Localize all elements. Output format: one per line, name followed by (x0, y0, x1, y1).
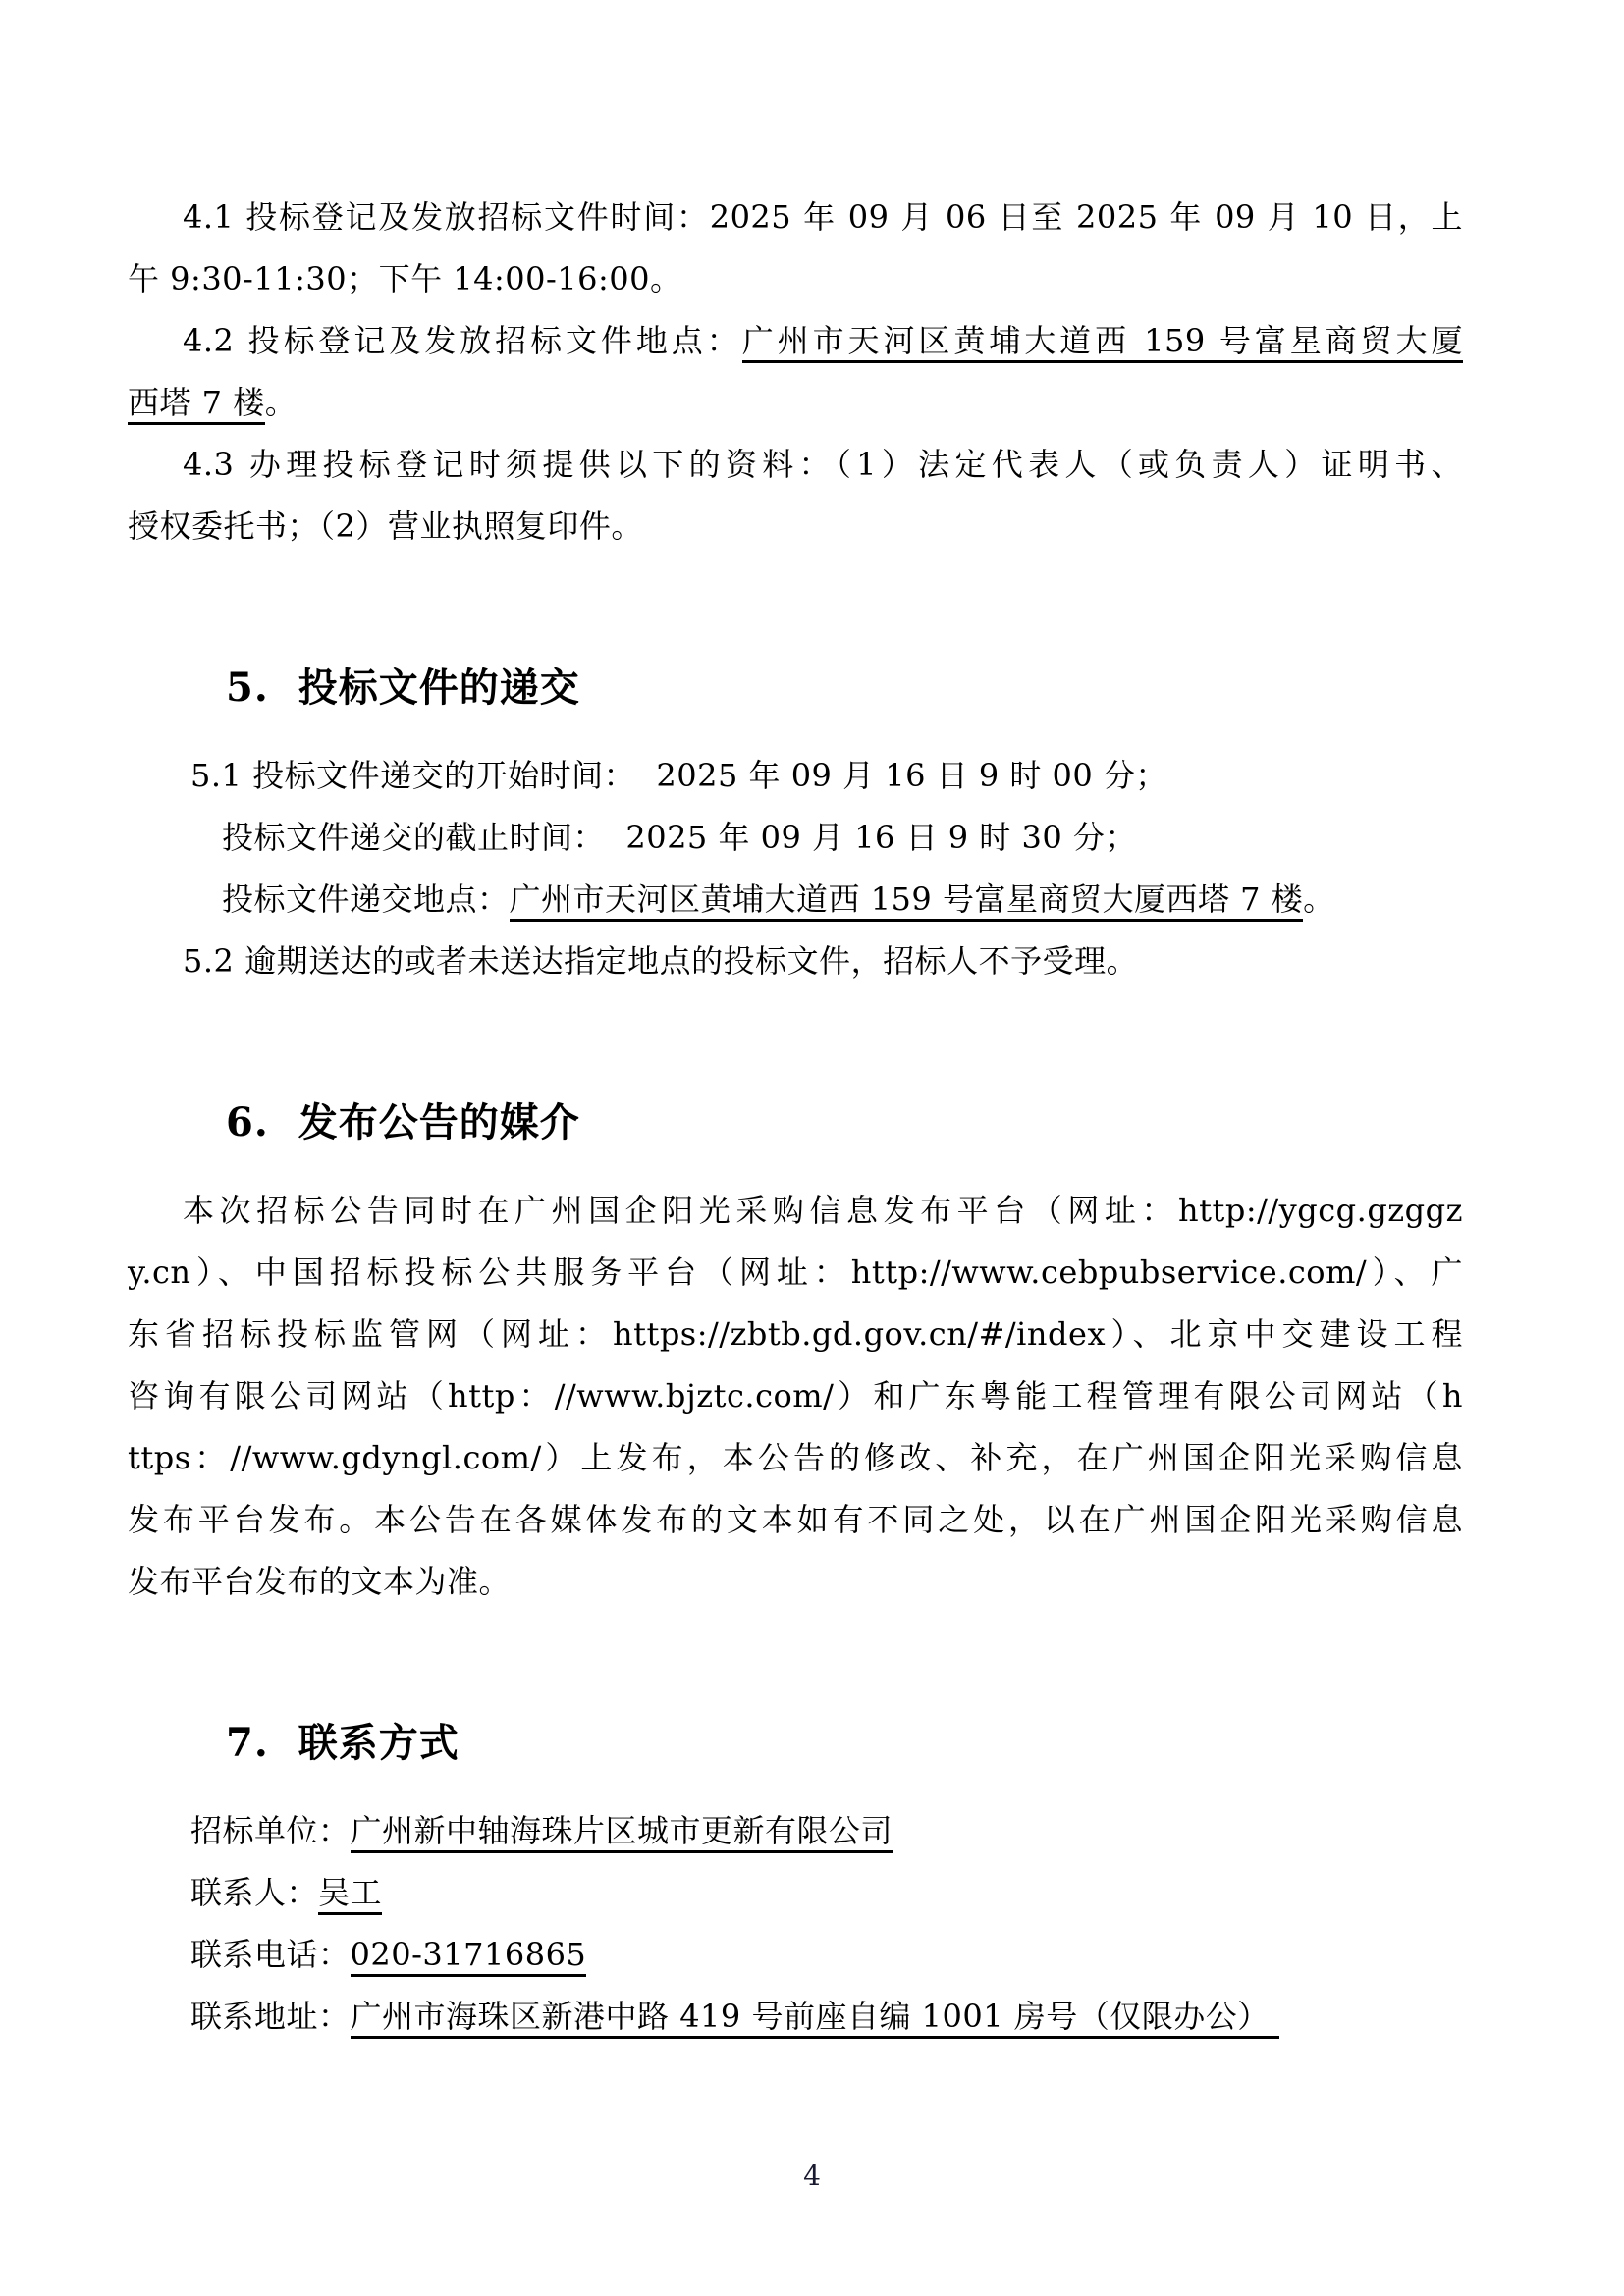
text-run: ttps：//www.gdyngl.com/）上发布，本公告的修改、补充，在广州国企阳光采购信息 (128, 1439, 1463, 1476)
underlined-text: 广州市海珠区新港中路 419 号前座自编 1001 房号（仅限办公） (351, 1998, 1280, 2039)
text-line (128, 496, 1463, 558)
text-run: 发布平台发布。本公告在各媒体发布的文本如有不同之处，以在广州国企阳光采购信息 (128, 1501, 1463, 1538)
text-run: 联系地址： (190, 1998, 351, 2035)
heading-number: 5. (226, 665, 269, 711)
text-line (128, 745, 1463, 807)
underlined-text: 020-31716865 (351, 1936, 587, 1977)
text-line (128, 1242, 1463, 1304)
text-run: 投标文件递交地点： (222, 881, 510, 918)
underlined-text: 广州市天河区黄埔大道西 159 号富星商贸大厦西塔 7 楼 (510, 881, 1304, 922)
text-line (128, 807, 1463, 869)
text-run: 联系人： (190, 1874, 319, 1911)
text-run: 发布平台发布的文本为准。 (128, 1563, 512, 1600)
text-run: 午 9:30-11:30；下午 14:00-16:00。 (128, 260, 682, 297)
underlined-text: 西塔 7 楼 (128, 384, 265, 425)
document-content (128, 187, 1463, 2048)
heading-title: 投标文件的递交 (298, 665, 580, 711)
text-run: 4.2 投标登记及发放招标文件地点： (183, 322, 742, 359)
text-line (128, 1365, 1463, 1427)
text-run: 联系电话： (190, 1936, 351, 1973)
page-number: 4 (803, 2160, 821, 2192)
text-line (128, 1800, 1463, 1862)
page-footer (0, 2160, 1624, 2192)
text-line (128, 434, 1463, 496)
text-line (128, 1862, 1463, 1924)
underlined-text: 广州新中轴海珠片区城市更新有限公司 (351, 1812, 893, 1853)
heading-title: 发布公告的媒介 (298, 1099, 580, 1146)
text-line (128, 1986, 1463, 2048)
text-run: 授权委托书；（2）营业执照复印件。 (128, 507, 643, 545)
text-line (128, 869, 1463, 931)
text-line (128, 310, 1463, 372)
text-line (128, 248, 1463, 310)
text-line (128, 1304, 1463, 1365)
text-run: 招标单位： (190, 1812, 351, 1849)
section-heading (226, 1716, 1463, 1771)
heading-number: 7. (226, 1720, 269, 1766)
text-line (128, 1489, 1463, 1551)
text-line (128, 1551, 1463, 1613)
paragraph-block (128, 1800, 1463, 2048)
text-line (128, 1427, 1463, 1489)
text-run: 咨询有限公司网站（http：//www.bjztc.com/）和广东粤能工程管理有限公司网站（h (128, 1377, 1463, 1415)
text-run: y.cn）、中国招标投标公共服务平台（网址：http://www.cebpubservice.com/）、广 (128, 1254, 1463, 1291)
text-line (128, 931, 1463, 992)
underlined-text: 吴工 (318, 1874, 382, 1915)
underlined-text: 广州市天河区黄埔大道西 159 号富星商贸大厦 (742, 322, 1463, 363)
text-run: 5.2 逾期送达的或者未送达指定地点的投标文件，招标人不予受理。 (183, 942, 1139, 980)
text-run: 投标文件递交的截止时间： 2025 年 09 月 16 日 9 时 30 分； (222, 819, 1137, 856)
heading-number: 6. (226, 1099, 269, 1146)
paragraph-block (128, 187, 1463, 558)
paragraph-block (128, 1180, 1463, 1613)
text-run: 本次招标公告同时在广州国企阳光采购信息发布平台（网址：http://ygcg.gzggz (183, 1192, 1463, 1229)
paragraph-block (128, 745, 1463, 992)
text-run: 。 (264, 384, 298, 421)
text-run: 东省招标投标监管网（网址：https://zbtb.gd.gov.cn/#/index）、北京中交建设工程 (128, 1315, 1463, 1353)
text-run: 4.1 投标登记及发放招标文件时间：2025 年 09 月 06 日至 2025 年 09 月 10 日，上 (183, 198, 1463, 236)
text-run: 5.1 投标文件递交的开始时间： 2025 年 09 月 16 日 9 时 00 分； (190, 757, 1167, 794)
text-line (128, 187, 1463, 248)
heading-title: 联系方式 (298, 1720, 460, 1766)
section-heading (226, 1095, 1463, 1150)
text-line (128, 1180, 1463, 1242)
text-line (128, 1924, 1463, 1986)
section-heading (226, 661, 1463, 716)
text-run: 4.3 办理投标登记时须提供以下的资料：（1）法定代表人（或负责人）证明书、 (183, 446, 1463, 483)
text-run: 。 (1303, 881, 1335, 918)
text-line (128, 372, 1463, 434)
